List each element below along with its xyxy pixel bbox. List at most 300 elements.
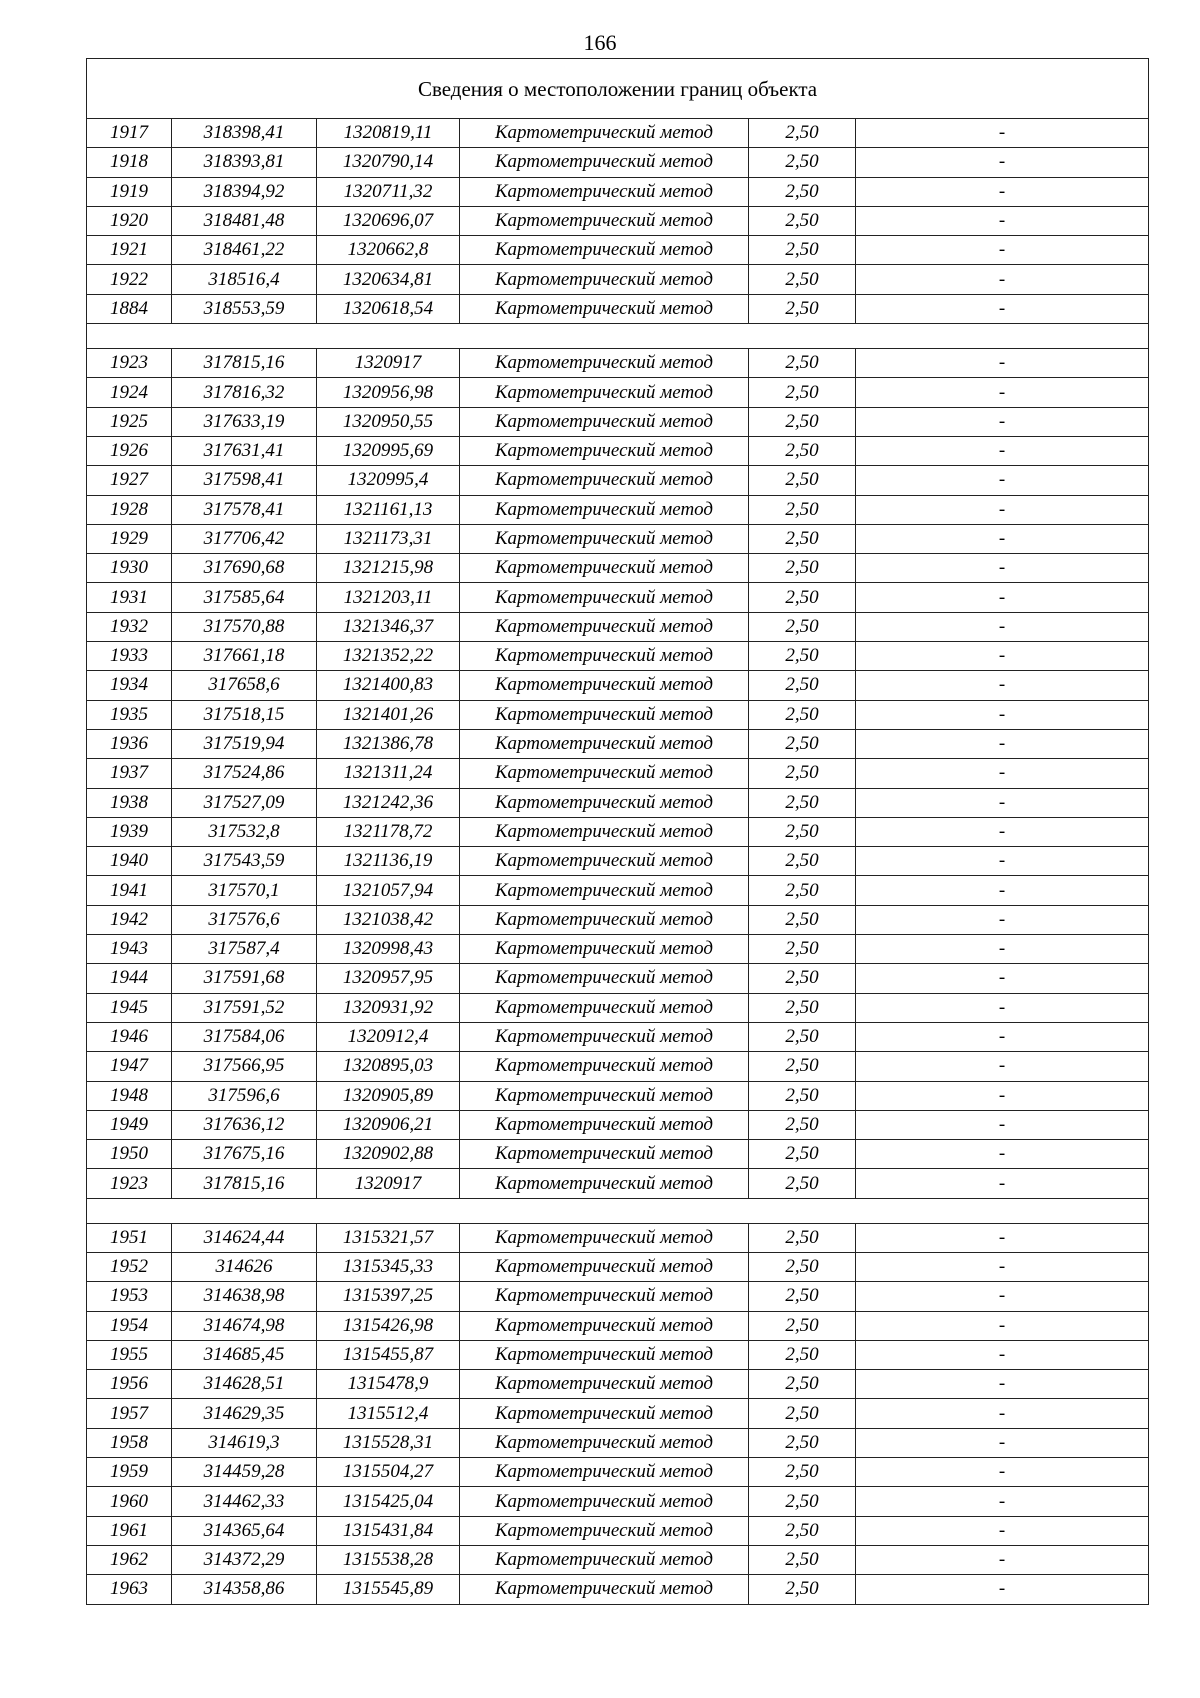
- accuracy-cell: 2,50: [749, 206, 856, 235]
- x-coordinate-cell: 317631,41: [172, 436, 317, 465]
- description-cell: -: [856, 466, 1149, 495]
- y-coordinate-cell: 1321203,11: [317, 583, 460, 612]
- table-row: [87, 583, 1149, 612]
- table-row: [87, 407, 1149, 436]
- accuracy-cell: 2,50: [749, 700, 856, 729]
- x-coordinate-cell: 317815,16: [172, 1169, 317, 1198]
- x-coordinate-cell: 314365,64: [172, 1516, 317, 1545]
- method-cell: Картометрический метод: [460, 1223, 749, 1252]
- point-number-cell: 1922: [87, 265, 172, 294]
- x-coordinate-cell: 317658,6: [172, 671, 317, 700]
- description-cell: -: [856, 935, 1149, 964]
- description-cell: -: [856, 1022, 1149, 1051]
- point-number-cell: 1936: [87, 729, 172, 758]
- method-cell: Картометрический метод: [460, 349, 749, 378]
- table-row: [87, 1370, 1149, 1399]
- table-row: [87, 642, 1149, 671]
- method-cell: Картометрический метод: [460, 1110, 749, 1139]
- description-cell: -: [856, 1545, 1149, 1574]
- y-coordinate-cell: 1315478,9: [317, 1370, 460, 1399]
- table-row: [87, 1022, 1149, 1051]
- accuracy-cell: 2,50: [749, 1370, 856, 1399]
- y-coordinate-cell: 1315512,4: [317, 1399, 460, 1428]
- x-coordinate-cell: 314626: [172, 1252, 317, 1281]
- description-cell: -: [856, 236, 1149, 265]
- x-coordinate-cell: 317566,95: [172, 1052, 317, 1081]
- accuracy-cell: 2,50: [749, 642, 856, 671]
- description-cell: -: [856, 1370, 1149, 1399]
- y-coordinate-cell: 1320662,8: [317, 236, 460, 265]
- method-cell: Картометрический метод: [460, 524, 749, 553]
- point-number-cell: 1947: [87, 1052, 172, 1081]
- y-coordinate-cell: 1321400,83: [317, 671, 460, 700]
- accuracy-cell: 2,50: [749, 177, 856, 206]
- y-coordinate-cell: 1321352,22: [317, 642, 460, 671]
- table-row: [87, 964, 1149, 993]
- y-coordinate-cell: 1315455,87: [317, 1340, 460, 1369]
- table-row: [87, 1252, 1149, 1281]
- point-number-cell: 1920: [87, 206, 172, 235]
- accuracy-cell: 2,50: [749, 378, 856, 407]
- method-cell: Картометрический метод: [460, 1252, 749, 1281]
- accuracy-cell: 2,50: [749, 407, 856, 436]
- x-coordinate-cell: 318481,48: [172, 206, 317, 235]
- x-coordinate-cell: 314624,44: [172, 1223, 317, 1252]
- accuracy-cell: 2,50: [749, 495, 856, 524]
- point-number-cell: 1932: [87, 612, 172, 641]
- description-cell: -: [856, 177, 1149, 206]
- table-row: [87, 935, 1149, 964]
- description-cell: -: [856, 1340, 1149, 1369]
- table-row: [87, 700, 1149, 729]
- table-row: [87, 1223, 1149, 1252]
- accuracy-cell: 2,50: [749, 148, 856, 177]
- accuracy-cell: 2,50: [749, 1252, 856, 1281]
- table-row: [87, 466, 1149, 495]
- method-cell: Картометрический метод: [460, 1052, 749, 1081]
- x-coordinate-cell: 317585,64: [172, 583, 317, 612]
- point-number-cell: 1930: [87, 554, 172, 583]
- accuracy-cell: 2,50: [749, 1282, 856, 1311]
- table-row: [87, 612, 1149, 641]
- description-cell: -: [856, 148, 1149, 177]
- table-row: [87, 524, 1149, 553]
- method-cell: Картометрический метод: [460, 1458, 749, 1487]
- method-cell: Картометрический метод: [460, 1022, 749, 1051]
- accuracy-cell: 2,50: [749, 817, 856, 846]
- description-cell: -: [856, 554, 1149, 583]
- table-row: [87, 1545, 1149, 1574]
- x-coordinate-cell: 317587,4: [172, 935, 317, 964]
- method-cell: Картометрический метод: [460, 583, 749, 612]
- y-coordinate-cell: 1315426,98: [317, 1311, 460, 1340]
- point-number-cell: 1884: [87, 294, 172, 323]
- accuracy-cell: 2,50: [749, 1223, 856, 1252]
- point-number-cell: 1943: [87, 935, 172, 964]
- x-coordinate-cell: 317706,42: [172, 524, 317, 553]
- boundary-coordinates-table: [86, 58, 1149, 1605]
- x-coordinate-cell: 314674,98: [172, 1311, 317, 1340]
- y-coordinate-cell: 1320995,4: [317, 466, 460, 495]
- point-number-cell: 1931: [87, 583, 172, 612]
- x-coordinate-cell: 317633,19: [172, 407, 317, 436]
- y-coordinate-cell: 1320917: [317, 349, 460, 378]
- x-coordinate-cell: 317519,94: [172, 729, 317, 758]
- table-row: [87, 1487, 1149, 1516]
- method-cell: Картометрический метод: [460, 1575, 749, 1604]
- accuracy-cell: 2,50: [749, 876, 856, 905]
- table-row: [87, 495, 1149, 524]
- x-coordinate-cell: 318516,4: [172, 265, 317, 294]
- x-coordinate-cell: 317584,06: [172, 1022, 317, 1051]
- table-row: [87, 1399, 1149, 1428]
- description-cell: -: [856, 436, 1149, 465]
- accuracy-cell: 2,50: [749, 1052, 856, 1081]
- point-number-cell: 1925: [87, 407, 172, 436]
- method-cell: Картометрический метод: [460, 495, 749, 524]
- y-coordinate-cell: 1320995,69: [317, 436, 460, 465]
- point-number-cell: 1946: [87, 1022, 172, 1051]
- description-cell: -: [856, 1081, 1149, 1110]
- point-number-cell: 1935: [87, 700, 172, 729]
- description-cell: -: [856, 265, 1149, 294]
- point-number-cell: 1963: [87, 1575, 172, 1604]
- point-number-cell: 1921: [87, 236, 172, 265]
- description-cell: -: [856, 1110, 1149, 1139]
- description-cell: -: [856, 847, 1149, 876]
- description-cell: -: [856, 642, 1149, 671]
- x-coordinate-cell: 314638,98: [172, 1282, 317, 1311]
- table-row: [87, 1081, 1149, 1110]
- method-cell: Картометрический метод: [460, 935, 749, 964]
- separator-cell: [87, 1198, 1149, 1223]
- description-cell: -: [856, 206, 1149, 235]
- method-cell: Картометрический метод: [460, 817, 749, 846]
- description-cell: -: [856, 1399, 1149, 1428]
- description-cell: -: [856, 905, 1149, 934]
- x-coordinate-cell: 317661,18: [172, 642, 317, 671]
- y-coordinate-cell: 1321173,31: [317, 524, 460, 553]
- accuracy-cell: 2,50: [749, 1428, 856, 1457]
- y-coordinate-cell: 1320634,81: [317, 265, 460, 294]
- y-coordinate-cell: 1320902,88: [317, 1140, 460, 1169]
- x-coordinate-cell: 317816,32: [172, 378, 317, 407]
- x-coordinate-cell: 317636,12: [172, 1110, 317, 1139]
- table-row: [87, 788, 1149, 817]
- point-number-cell: 1923: [87, 349, 172, 378]
- description-cell: -: [856, 1140, 1149, 1169]
- table-row: [87, 671, 1149, 700]
- table-row: [87, 119, 1149, 148]
- x-coordinate-cell: 318398,41: [172, 119, 317, 148]
- accuracy-cell: 2,50: [749, 759, 856, 788]
- point-number-cell: 1919: [87, 177, 172, 206]
- description-cell: -: [856, 700, 1149, 729]
- method-cell: Картометрический метод: [460, 876, 749, 905]
- y-coordinate-cell: 1320895,03: [317, 1052, 460, 1081]
- separator-cell: [87, 324, 1149, 349]
- method-cell: Картометрический метод: [460, 1428, 749, 1457]
- point-number-cell: 1960: [87, 1487, 172, 1516]
- table-row: [87, 1575, 1149, 1604]
- y-coordinate-cell: 1315431,84: [317, 1516, 460, 1545]
- method-cell: Картометрический метод: [460, 700, 749, 729]
- point-number-cell: 1944: [87, 964, 172, 993]
- y-coordinate-cell: 1320931,92: [317, 993, 460, 1022]
- accuracy-cell: 2,50: [749, 847, 856, 876]
- y-coordinate-cell: 1320956,98: [317, 378, 460, 407]
- description-cell: -: [856, 407, 1149, 436]
- y-coordinate-cell: 1321215,98: [317, 554, 460, 583]
- accuracy-cell: 2,50: [749, 1169, 856, 1198]
- accuracy-cell: 2,50: [749, 436, 856, 465]
- page-number: 166: [583, 30, 617, 55]
- y-coordinate-cell: 1315504,27: [317, 1458, 460, 1487]
- y-coordinate-cell: 1315545,89: [317, 1575, 460, 1604]
- y-coordinate-cell: 1321038,42: [317, 905, 460, 934]
- y-coordinate-cell: 1320618,54: [317, 294, 460, 323]
- x-coordinate-cell: 317596,6: [172, 1081, 317, 1110]
- point-number-cell: 1951: [87, 1223, 172, 1252]
- point-number-cell: 1945: [87, 993, 172, 1022]
- table-row: [87, 1140, 1149, 1169]
- y-coordinate-cell: 1315321,57: [317, 1223, 460, 1252]
- x-coordinate-cell: 317815,16: [172, 349, 317, 378]
- description-cell: -: [856, 495, 1149, 524]
- method-cell: Картометрический метод: [460, 378, 749, 407]
- method-cell: Картометрический метод: [460, 436, 749, 465]
- x-coordinate-cell: 318394,92: [172, 177, 317, 206]
- table-row: [87, 1169, 1149, 1198]
- y-coordinate-cell: 1315528,31: [317, 1428, 460, 1457]
- description-cell: -: [856, 583, 1149, 612]
- point-number-cell: 1940: [87, 847, 172, 876]
- y-coordinate-cell: 1321401,26: [317, 700, 460, 729]
- table-row: [87, 1458, 1149, 1487]
- x-coordinate-cell: 314628,51: [172, 1370, 317, 1399]
- y-coordinate-cell: 1320950,55: [317, 407, 460, 436]
- x-coordinate-cell: 318461,22: [172, 236, 317, 265]
- x-coordinate-cell: 314358,86: [172, 1575, 317, 1604]
- x-coordinate-cell: 317675,16: [172, 1140, 317, 1169]
- table-row: [87, 759, 1149, 788]
- description-cell: -: [856, 612, 1149, 641]
- x-coordinate-cell: 317570,88: [172, 612, 317, 641]
- accuracy-cell: 2,50: [749, 671, 856, 700]
- group-separator-row: [87, 324, 1149, 349]
- y-coordinate-cell: 1320905,89: [317, 1081, 460, 1110]
- method-cell: Картометрический метод: [460, 407, 749, 436]
- method-cell: Картометрический метод: [460, 1081, 749, 1110]
- x-coordinate-cell: 317527,09: [172, 788, 317, 817]
- method-cell: Картометрический метод: [460, 1545, 749, 1574]
- accuracy-cell: 2,50: [749, 1081, 856, 1110]
- description-cell: -: [856, 729, 1149, 758]
- accuracy-cell: 2,50: [749, 524, 856, 553]
- description-cell: -: [856, 1487, 1149, 1516]
- x-coordinate-cell: 317543,59: [172, 847, 317, 876]
- y-coordinate-cell: 1320998,43: [317, 935, 460, 964]
- accuracy-cell: 2,50: [749, 236, 856, 265]
- table-row: [87, 729, 1149, 758]
- accuracy-cell: 2,50: [749, 554, 856, 583]
- description-cell: -: [856, 1169, 1149, 1198]
- table-row: [87, 206, 1149, 235]
- method-cell: Картометрический метод: [460, 759, 749, 788]
- description-cell: -: [856, 1516, 1149, 1545]
- x-coordinate-cell: 317576,6: [172, 905, 317, 934]
- accuracy-cell: 2,50: [749, 1311, 856, 1340]
- point-number-cell: 1933: [87, 642, 172, 671]
- table-row: [87, 1052, 1149, 1081]
- table-row: [87, 847, 1149, 876]
- table-row: [87, 554, 1149, 583]
- y-coordinate-cell: 1320696,07: [317, 206, 460, 235]
- point-number-cell: 1959: [87, 1458, 172, 1487]
- y-coordinate-cell: 1315538,28: [317, 1545, 460, 1574]
- method-cell: Картометрический метод: [460, 206, 749, 235]
- point-number-cell: 1952: [87, 1252, 172, 1281]
- point-number-cell: 1918: [87, 148, 172, 177]
- accuracy-cell: 2,50: [749, 294, 856, 323]
- x-coordinate-cell: 317570,1: [172, 876, 317, 905]
- x-coordinate-cell: 314629,35: [172, 1399, 317, 1428]
- x-coordinate-cell: 317524,86: [172, 759, 317, 788]
- y-coordinate-cell: 1321242,36: [317, 788, 460, 817]
- method-cell: Картометрический метод: [460, 148, 749, 177]
- accuracy-cell: 2,50: [749, 1575, 856, 1604]
- point-number-cell: 1934: [87, 671, 172, 700]
- point-number-cell: 1939: [87, 817, 172, 846]
- y-coordinate-cell: 1320912,4: [317, 1022, 460, 1051]
- point-number-cell: 1938: [87, 788, 172, 817]
- table-row: [87, 1516, 1149, 1545]
- point-number-cell: 1956: [87, 1370, 172, 1399]
- method-cell: Картометрический метод: [460, 119, 749, 148]
- description-cell: -: [856, 993, 1149, 1022]
- accuracy-cell: 2,50: [749, 905, 856, 934]
- accuracy-cell: 2,50: [749, 964, 856, 993]
- description-cell: -: [856, 1575, 1149, 1604]
- accuracy-cell: 2,50: [749, 612, 856, 641]
- x-coordinate-cell: 317532,8: [172, 817, 317, 846]
- x-coordinate-cell: 314685,45: [172, 1340, 317, 1369]
- point-number-cell: 1954: [87, 1311, 172, 1340]
- point-number-cell: 1962: [87, 1545, 172, 1574]
- method-cell: Картометрический метод: [460, 788, 749, 817]
- y-coordinate-cell: 1321386,78: [317, 729, 460, 758]
- x-coordinate-cell: 317591,52: [172, 993, 317, 1022]
- accuracy-cell: 2,50: [749, 1399, 856, 1428]
- accuracy-cell: 2,50: [749, 1458, 856, 1487]
- method-cell: Картометрический метод: [460, 847, 749, 876]
- description-cell: -: [856, 671, 1149, 700]
- method-cell: Картометрический метод: [460, 554, 749, 583]
- accuracy-cell: 2,50: [749, 788, 856, 817]
- x-coordinate-cell: 314372,29: [172, 1545, 317, 1574]
- y-coordinate-cell: 1320711,32: [317, 177, 460, 206]
- method-cell: Картометрический метод: [460, 964, 749, 993]
- point-number-cell: 1948: [87, 1081, 172, 1110]
- y-coordinate-cell: 1321311,24: [317, 759, 460, 788]
- y-coordinate-cell: 1321057,94: [317, 876, 460, 905]
- accuracy-cell: 2,50: [749, 1545, 856, 1574]
- accuracy-cell: 2,50: [749, 729, 856, 758]
- method-cell: Картометрический метод: [460, 294, 749, 323]
- description-cell: -: [856, 817, 1149, 846]
- table-row: [87, 349, 1149, 378]
- table-row: [87, 1110, 1149, 1139]
- method-cell: Картометрический метод: [460, 177, 749, 206]
- x-coordinate-cell: 318553,59: [172, 294, 317, 323]
- x-coordinate-cell: 317598,41: [172, 466, 317, 495]
- y-coordinate-cell: 1315397,25: [317, 1282, 460, 1311]
- method-cell: Картометрический метод: [460, 612, 749, 641]
- x-coordinate-cell: 317518,15: [172, 700, 317, 729]
- accuracy-cell: 2,50: [749, 1516, 856, 1545]
- description-cell: -: [856, 1428, 1149, 1457]
- table-body: [87, 59, 1149, 1605]
- point-number-cell: 1950: [87, 1140, 172, 1169]
- method-cell: Картометрический метод: [460, 1340, 749, 1369]
- y-coordinate-cell: 1320906,21: [317, 1110, 460, 1139]
- table-row: [87, 148, 1149, 177]
- method-cell: Картометрический метод: [460, 1399, 749, 1428]
- accuracy-cell: 2,50: [749, 265, 856, 294]
- y-coordinate-cell: 1320957,95: [317, 964, 460, 993]
- description-cell: -: [856, 119, 1149, 148]
- accuracy-cell: 2,50: [749, 349, 856, 378]
- group-separator-row: [87, 1198, 1149, 1223]
- point-number-cell: 1961: [87, 1516, 172, 1545]
- x-coordinate-cell: 318393,81: [172, 148, 317, 177]
- point-number-cell: 1927: [87, 466, 172, 495]
- accuracy-cell: 2,50: [749, 583, 856, 612]
- method-cell: Картометрический метод: [460, 1140, 749, 1169]
- point-number-cell: 1929: [87, 524, 172, 553]
- y-coordinate-cell: 1321136,19: [317, 847, 460, 876]
- accuracy-cell: 2,50: [749, 1487, 856, 1516]
- point-number-cell: 1928: [87, 495, 172, 524]
- description-cell: -: [856, 1252, 1149, 1281]
- point-number-cell: 1942: [87, 905, 172, 934]
- point-number-cell: 1941: [87, 876, 172, 905]
- point-number-cell: 1926: [87, 436, 172, 465]
- description-cell: -: [856, 349, 1149, 378]
- method-cell: Картометрический метод: [460, 993, 749, 1022]
- description-cell: -: [856, 524, 1149, 553]
- y-coordinate-cell: 1320917: [317, 1169, 460, 1198]
- method-cell: Картометрический метод: [460, 671, 749, 700]
- table-row: [87, 1282, 1149, 1311]
- table-row: [87, 1311, 1149, 1340]
- x-coordinate-cell: 314462,33: [172, 1487, 317, 1516]
- description-cell: -: [856, 1052, 1149, 1081]
- y-coordinate-cell: 1321178,72: [317, 817, 460, 846]
- accuracy-cell: 2,50: [749, 466, 856, 495]
- accuracy-cell: 2,50: [749, 1340, 856, 1369]
- accuracy-cell: 2,50: [749, 993, 856, 1022]
- description-cell: -: [856, 788, 1149, 817]
- point-number-cell: 1917: [87, 119, 172, 148]
- description-cell: -: [856, 1311, 1149, 1340]
- method-cell: Картометрический метод: [460, 1487, 749, 1516]
- point-number-cell: 1937: [87, 759, 172, 788]
- table-title: Сведения о местоположении границ объекта: [87, 59, 1149, 119]
- method-cell: Картометрический метод: [460, 1169, 749, 1198]
- point-number-cell: 1949: [87, 1110, 172, 1139]
- table-row: [87, 378, 1149, 407]
